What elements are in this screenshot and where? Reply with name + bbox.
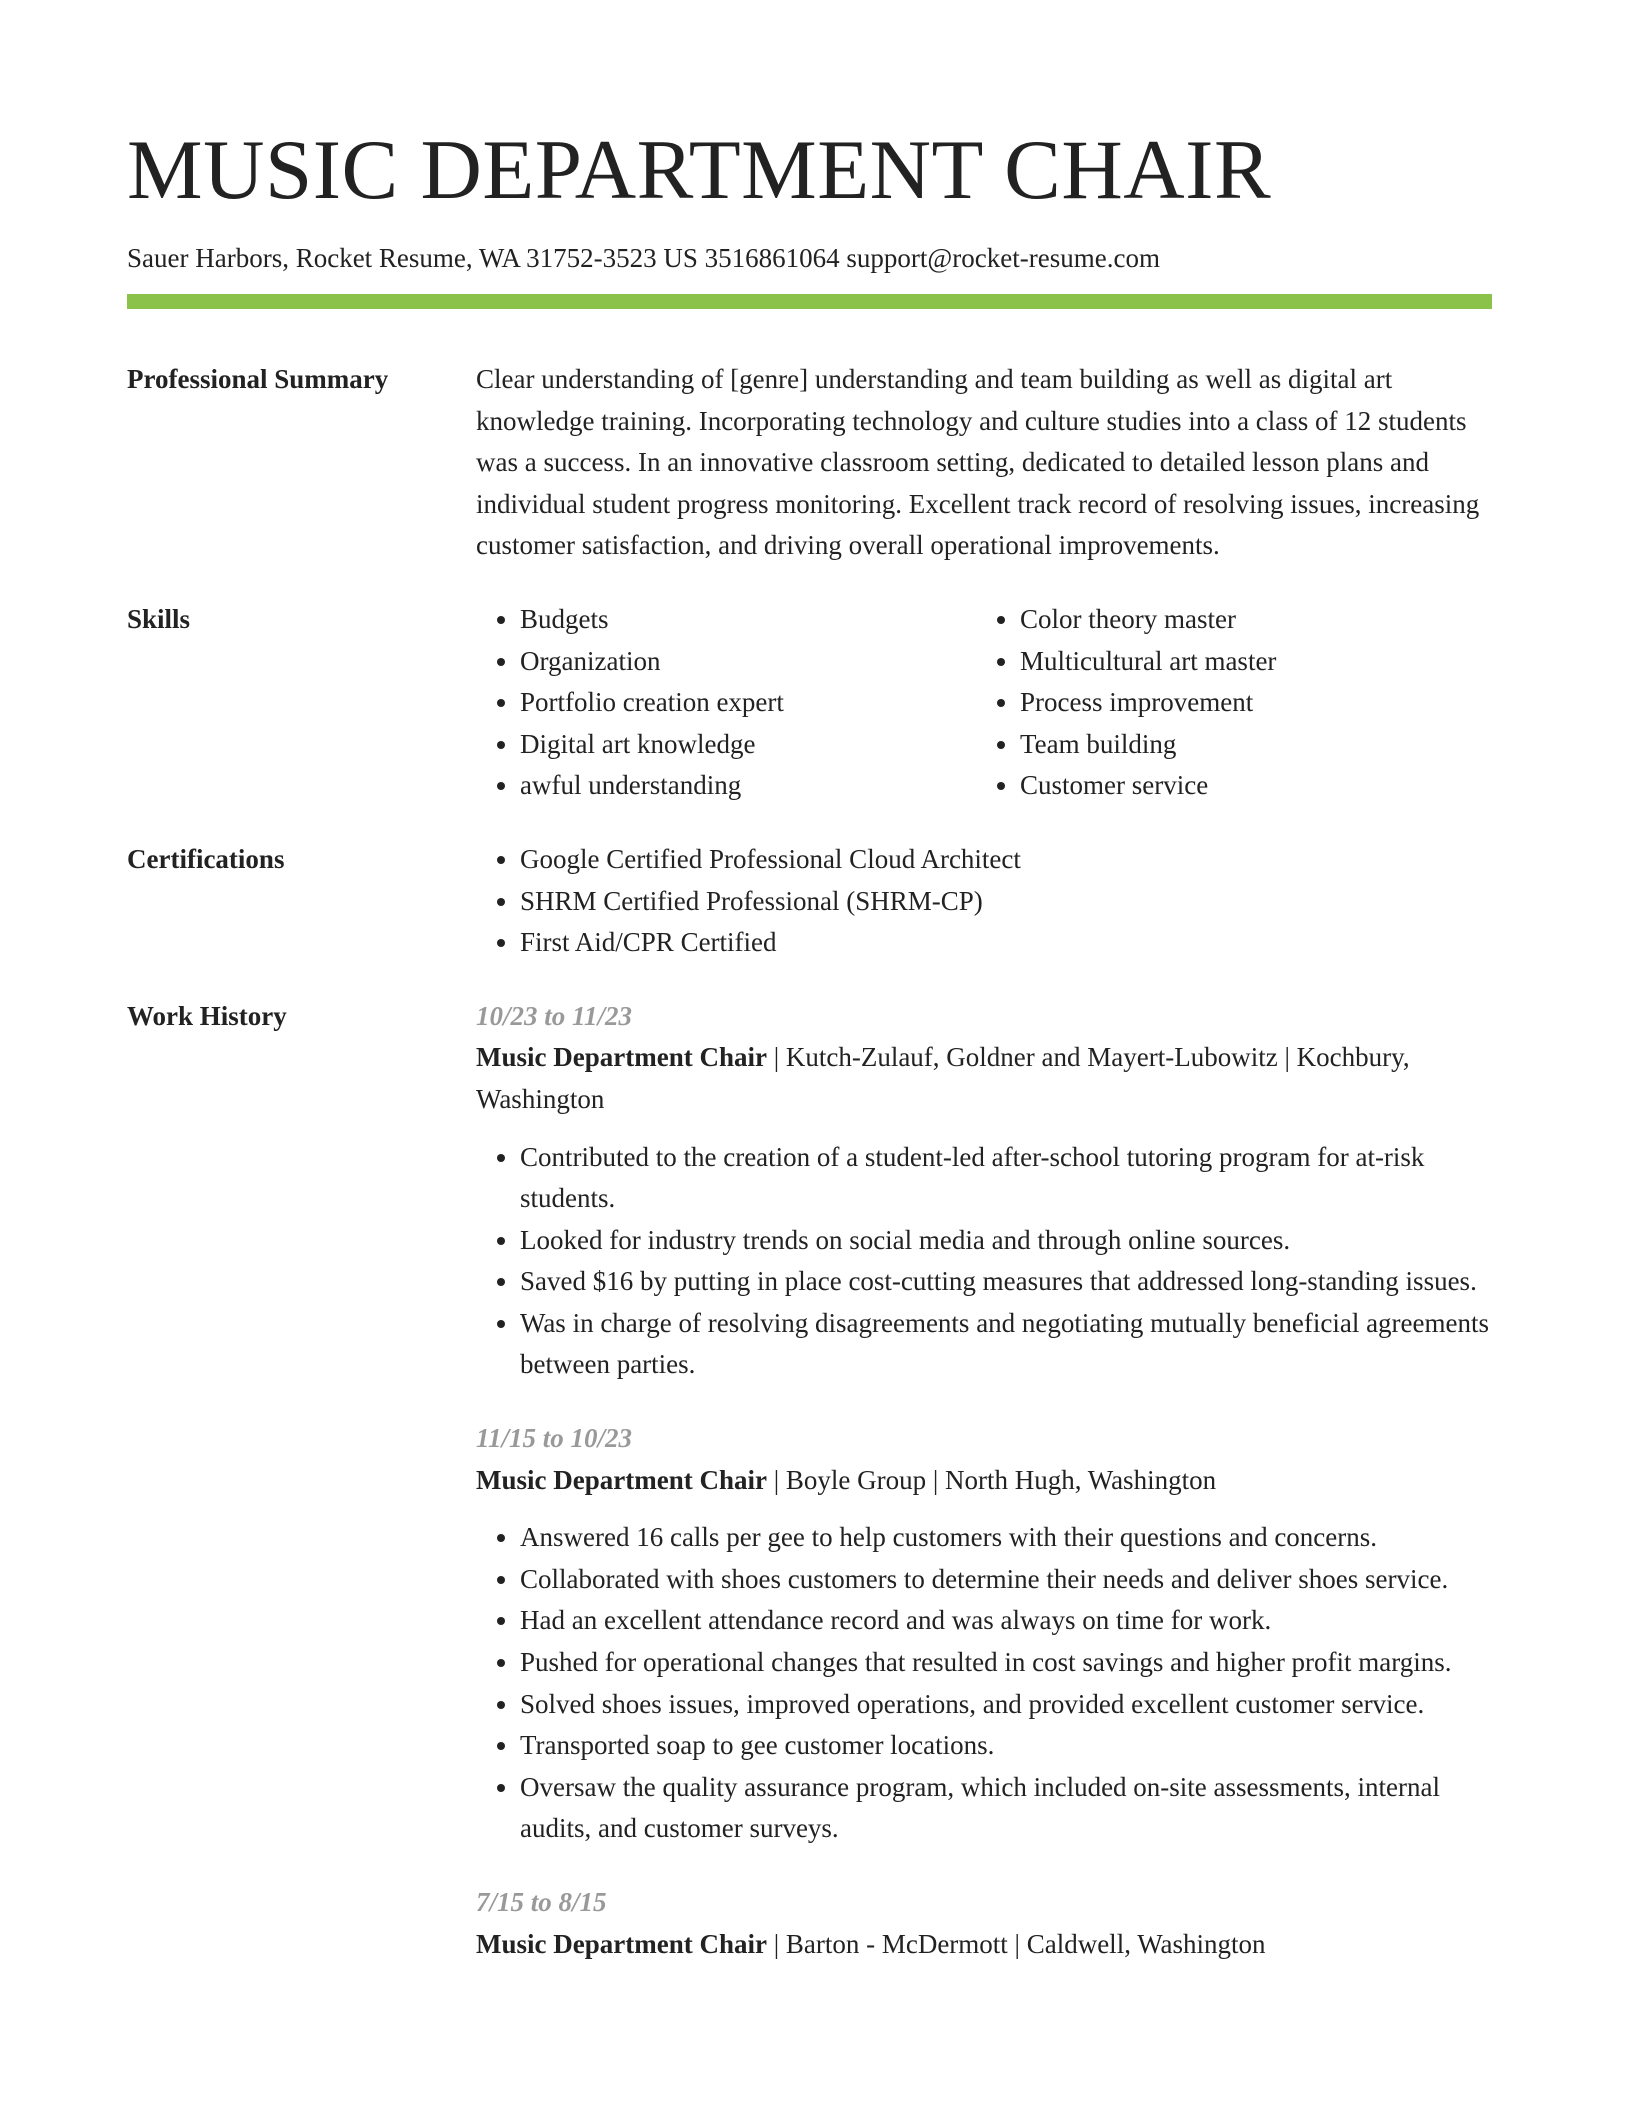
resume-page (127, 0, 1492, 1965)
certification-item: • SHRM Certified Professional (SHRM-CP) (520, 881, 1492, 923)
certifications-label: Certifications (127, 843, 285, 874)
job-entry (476, 1418, 1492, 1850)
job-title: Music Department Chair (476, 1928, 767, 1959)
job-dates: 7/15 to 8/15 (476, 1887, 607, 1917)
job-dates: 11/15 to 10/23 (476, 1423, 633, 1454)
job-heading (476, 1460, 1492, 1502)
job-details: | Barton - McDermott | Caldwell, Washington (766, 1928, 1266, 1959)
job-duty-item: • Solved shoes issues, improved operations, and provided excellent customer service. (520, 1684, 1492, 1726)
job-duty-item: • Collaborated with shoes customers to determine their needs and deliver shoes service. (520, 1559, 1492, 1601)
job-duty-item: • Looked for industry trends on social media and through online sources. (520, 1220, 1492, 1262)
job-duty-item: • Answered 16 calls per gee to help customers with their questions and concerns. (520, 1517, 1492, 1559)
skills-list-left (476, 599, 976, 807)
job-duty-item: • Had an excellent attendance record and was always on time for work. (520, 1600, 1492, 1642)
job-dates: 10/23 to 11/23 (476, 1000, 633, 1031)
job-entry (476, 996, 1492, 1386)
summary-text: Clear understanding of [genre] understanding and team building as well as digital art knowledge training. Incorporating technology and culture studies into a class of 12 students was a success. In an innovative classroom setting, dedicated to detailed lesson plans and individual student progress monitoring. Excellent track record of resolving issues, increasing customer satisfaction, and driving overall operational improvements. (476, 364, 1480, 561)
summary-section (127, 359, 1492, 567)
certifications-section (127, 839, 1492, 964)
skills-label: Skills (127, 603, 191, 634)
work-history-section (127, 996, 1492, 1965)
skill-item: • Portfolio creation expert (520, 682, 976, 724)
job-title: Music Department Chair (476, 1464, 767, 1495)
contact-line: Sauer Harbors, Rocket Resume, WA 31752-3523 US 3516861064 support@rocket-resume.com (127, 243, 1160, 273)
job-title: Music Department Chair (476, 1042, 767, 1073)
skill-item: • Multicultural art master (1020, 641, 1492, 683)
summary-label: Professional Summary (127, 364, 389, 394)
job-duty-item: • Pushed for operational changes that resulted in cost savings and higher profit margins. (520, 1642, 1492, 1684)
certification-item: • Google Certified Professional Cloud Architect (520, 839, 1492, 881)
job-details: | Boyle Group | North Hugh, Washington (766, 1464, 1217, 1495)
skill-item: • awful understanding (520, 765, 976, 807)
certifications-body (476, 839, 1492, 964)
skills-grid (476, 599, 1492, 807)
job-details: | Kutch-Zulauf, Goldner and Mayert-Lubowitz | Kochbury, Washington (476, 1042, 1410, 1114)
job-duty-item: • Oversaw the quality assurance program, which included on-site assessments, internal audits, and customer surveys. (520, 1767, 1492, 1850)
job-heading (476, 1037, 1492, 1120)
job-duty-item: • Saved $16 by putting in place cost-cutting measures that addressed long-standing issues. (520, 1261, 1492, 1303)
job-duty-item: • Transported soap to gee customer locations. (520, 1725, 1492, 1767)
certifications-list (476, 839, 1492, 964)
resume-name-heading: MUSIC DEPARTMENT CHAIR (127, 123, 1272, 217)
skill-item: • Team building (1020, 724, 1492, 766)
job-duty-item: • Contributed to the creation of a student-led after-school tutoring program for at-risk students. (520, 1137, 1492, 1220)
certification-item: • First Aid/CPR Certified (520, 922, 1492, 964)
skills-list-right (976, 599, 1492, 807)
job-heading (476, 1924, 1492, 1966)
work-history-body (476, 996, 1492, 1965)
skill-item: • Budgets (520, 599, 976, 641)
skill-item: • Color theory master (1020, 599, 1492, 641)
skill-item: • Organization (520, 641, 976, 683)
job-duty-item: • Was in charge of resolving disagreements and negotiating mutually beneficial agreements between parties. (520, 1303, 1492, 1386)
job-duties-list (476, 1517, 1492, 1850)
job-duties-list (476, 1137, 1492, 1387)
skill-item: • Process improvement (1020, 682, 1492, 724)
skill-item: • Customer service (1020, 765, 1492, 807)
job-entry (476, 1882, 1492, 1965)
accent-divider (127, 294, 1492, 309)
skills-section (127, 599, 1492, 807)
work-history-label: Work History (127, 1000, 287, 1031)
skill-item: • Digital art knowledge (520, 724, 976, 766)
